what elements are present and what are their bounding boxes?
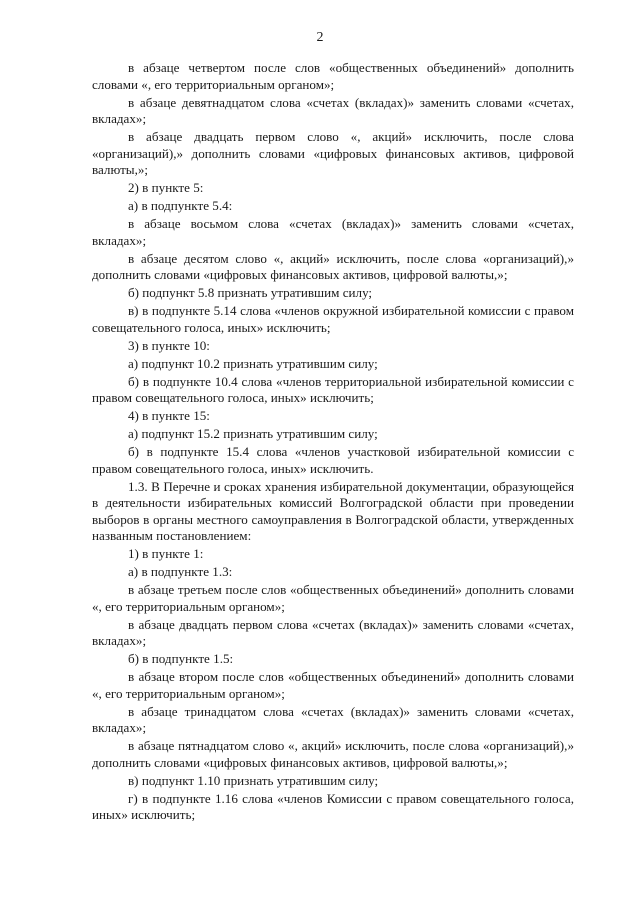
paragraph: в) в подпункте 5.14 слова «членов окружной избирательной комиссии с правом совещательного голоса, иных» исключить; <box>92 303 574 335</box>
paragraph: 4) в пункте 15: <box>128 408 210 423</box>
paragraph: в абзаце двадцать первом слово «, акций» исключить, после слова «организаций),» дополнить словами «цифровых финансовых активов, цифровой валюты,»; <box>92 129 574 177</box>
paragraph: в абзаце девятнадцатом слова «счетах (вкладах)» заменить словами «счетах, вкладах»; <box>92 94 574 126</box>
page-number: 2 <box>316 30 324 45</box>
paragraph: в абзаце восьмом слова «счетах (вкладах)» заменить словами «счетах, вкладах»; <box>92 216 574 248</box>
paragraph: в абзаце тринадцатом слова «счетах (вкладах)» заменить словами «счетах, вкладах»; <box>92 703 574 735</box>
paragraph: в) подпункт 1.10 признать утратившим силу; <box>128 772 379 788</box>
paragraph: а) в подпункте 1.3: <box>128 564 233 579</box>
paragraph: в абзаце третьем после слов «общественных объединений» дополнить словами «, его территориальным органом»; <box>92 582 574 614</box>
paragraph: б) в подпункте 15.4 слова «членов участковой избирательной комиссии с правом совещательного голоса, иных» исключить. <box>92 444 574 476</box>
paragraph: в абзаце пятнадцатом слово «, акций» исключить, после слова «организаций),» дополнить словами «цифровых финансовых активов, цифровой валюты,»; <box>92 738 574 770</box>
paragraph: 3) в пункте 10: <box>128 337 210 353</box>
paragraph: 1) в пункте 1: <box>128 546 204 561</box>
paragraph: б) подпункт 5.8 признать утратившим силу; <box>128 285 373 300</box>
paragraph: в абзаце четвертом после слов «общественных объединений» дополнить словами «, его территориальным органом»; <box>92 60 574 92</box>
paragraph: а) подпункт 15.2 признать утратившим силу; <box>128 426 378 441</box>
paragraph: 1.3. В Перечне и сроках хранения избирательной документации, образующейся в деятельности избирательных комиссий Волгоградской области при проведении выборов в органы местного самоуправления в Волгоградской области, утвержденных названным постановлением: <box>92 478 574 543</box>
paragraph: б) в подпункте 1.5: <box>128 651 234 666</box>
paragraph: в абзаце десятом слово «, акций» исключить, после слова «организаций),» дополнить словами «цифровых финансовых активов, цифровой валюты,»; <box>92 250 574 282</box>
paragraph: в абзаце двадцать первом слова «счетах (вкладах)» заменить словами «счетах, вкладах»; <box>92 616 574 648</box>
paragraph: б) в подпункте 10.4 слова «членов территориальной избирательной комиссии с правом совещательного голоса, иных» исключить; <box>92 373 574 405</box>
paragraph: в абзаце втором после слов «общественных объединений» дополнить словами «, его территориальным органом»; <box>92 669 574 701</box>
paragraph: а) в подпункте 5.4: <box>128 198 233 213</box>
paragraph: 2) в пункте 5: <box>128 180 204 195</box>
paragraph: а) подпункт 10.2 признать утратившим силу; <box>128 355 378 371</box>
document-body <box>92 60 574 825</box>
paragraph: г) в подпункте 1.16 слова «членов Комиссии с правом совещательного голоса, иных» исключить; <box>92 790 574 822</box>
